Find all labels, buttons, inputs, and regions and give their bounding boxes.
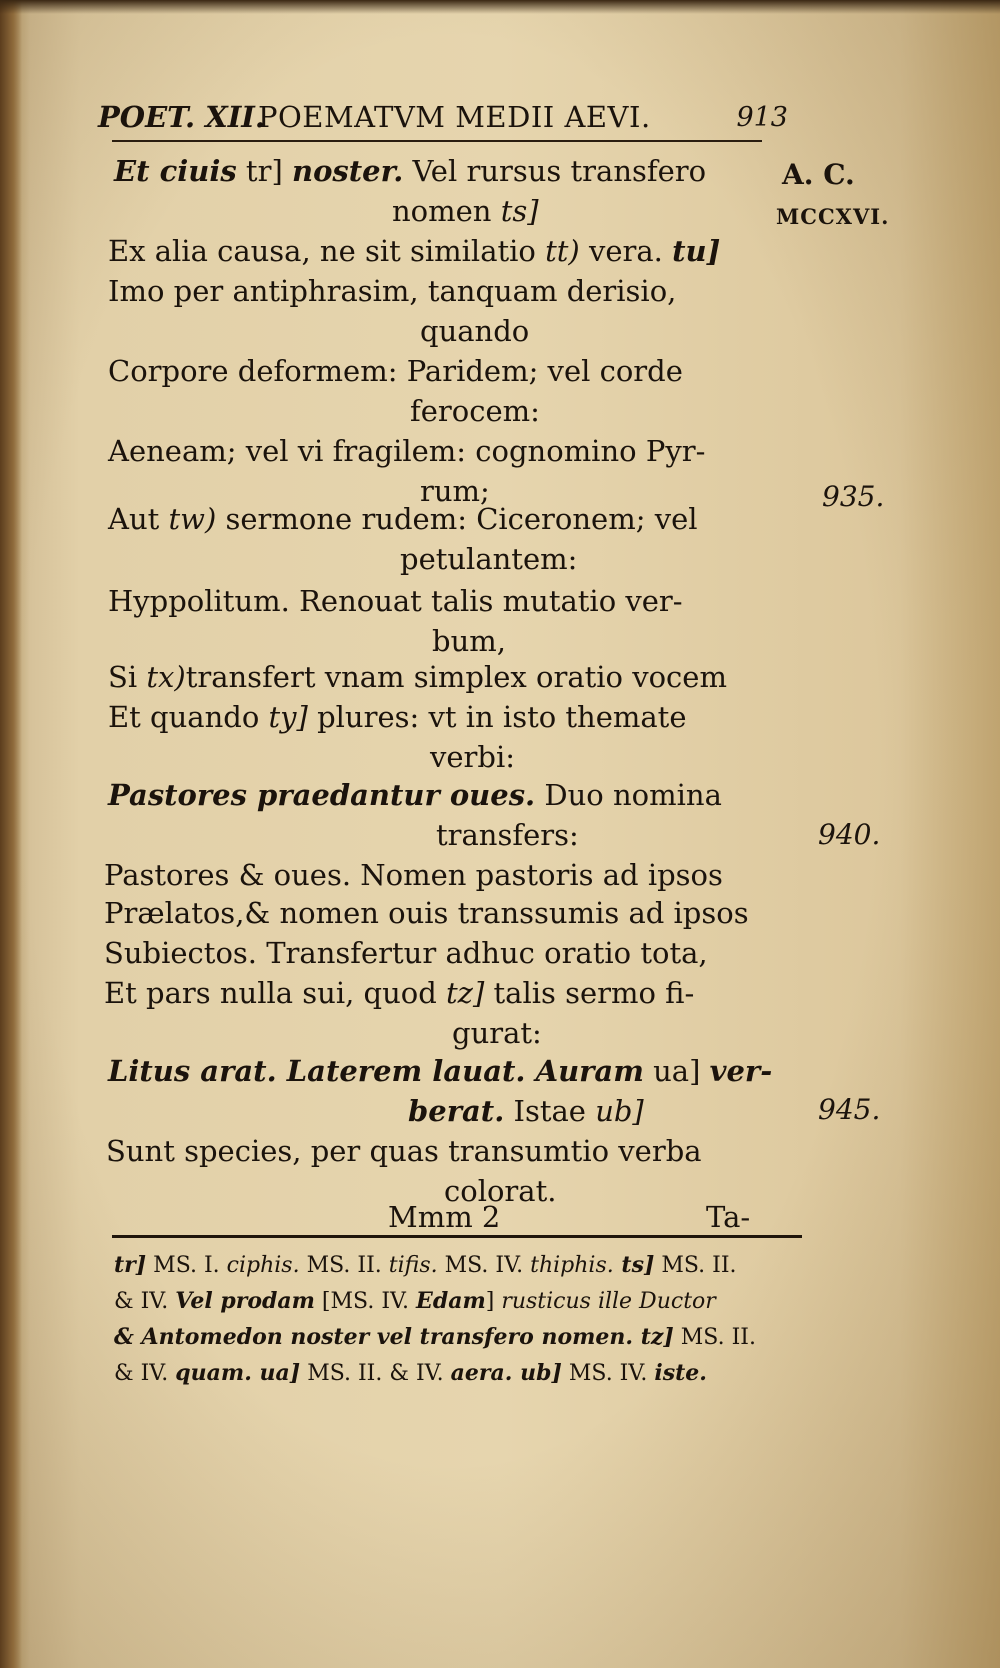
running-header xyxy=(98,100,788,144)
footnote-line: & IV. quam. ua] MS. II. & IV. aera. ub] MS. IV. iste. xyxy=(114,1360,707,1386)
footnote-line: tr] MS. I. ciphis. MS. II. tifis. MS. IV. thiphis. ts] MS. II. xyxy=(114,1252,737,1278)
verse-line: Aut tw) sermone rudem: Ciceronem; vel xyxy=(108,502,698,536)
verse-line: ferocem: xyxy=(410,394,540,428)
page-top-edge xyxy=(0,0,1000,14)
verse-line: petulantem: xyxy=(400,542,578,576)
verse-line: Prælatos,& nomen ouis transsumis ad ipsos xyxy=(104,896,749,930)
header-title: POEMATVM MEDII AEVI. xyxy=(258,100,651,134)
verse-line: Corpore deformem: Paridem; vel corde xyxy=(108,354,683,388)
verse-line: Pastores & oues. Nomen pastoris ad ipsos xyxy=(104,858,723,892)
verse-line: bum, xyxy=(432,624,506,658)
header-section: POET. XII. xyxy=(98,100,265,134)
verse-line: Et ciuis tr] noster. Vel rursus transfero xyxy=(114,154,707,188)
verse-line: verbi: xyxy=(430,740,516,774)
margin-era: A. C. xyxy=(782,158,855,191)
line-number: 940. xyxy=(818,818,881,851)
header-rule xyxy=(112,140,762,142)
line-number: 945. xyxy=(818,1093,881,1126)
verse-line: Pastores praedantur oues. Duo nomina xyxy=(108,778,722,812)
verse-line: quando xyxy=(420,314,530,348)
verse-line: Litus arat. Laterem lauat. Auram ua] ver- xyxy=(108,1054,773,1088)
footnote-rule xyxy=(112,1235,802,1238)
verse-line: nomen ts] xyxy=(392,194,539,228)
verse-line: berat. Istae ub] xyxy=(408,1094,644,1128)
verse-line: Si tx)transfert vnam simplex oratio vocem xyxy=(108,660,727,694)
verse-line: transfers: xyxy=(436,818,579,852)
verse-line: Subiectos. Transfertur adhuc oratio tota, xyxy=(104,936,708,970)
verse-line: Ex alia causa, ne sit similatio tt) vera. tu] xyxy=(108,234,721,268)
margin-year: MCCXVI. xyxy=(776,204,890,229)
book-spine-shadow xyxy=(0,0,22,1668)
verse-line: gurat: xyxy=(452,1016,542,1050)
verse-line: Imo per antiphrasim, tanquam derisio, xyxy=(108,274,677,308)
line-number: 935. xyxy=(822,480,885,513)
footnote-line: & Antomedon noster vel transfero nomen. tz] MS. II. xyxy=(114,1324,756,1350)
verse-line: Et quando ty] plures: vt in isto themate xyxy=(108,700,687,734)
verse-line: Sunt species, per quas transumtio verba xyxy=(106,1134,702,1168)
verse-line: colorat. xyxy=(444,1174,557,1208)
verse-line: Hyppolitum. Renouat talis mutatio ver- xyxy=(108,584,683,618)
catchword: Ta- xyxy=(706,1200,751,1234)
signature-mark: Mmm 2 xyxy=(388,1200,501,1234)
footnote-line: & IV. Vel prodam [MS. IV. Edam] rusticus ille Ductor xyxy=(114,1288,716,1314)
page-number: 913 xyxy=(736,102,788,133)
verse-line: Aeneam; vel vi fragilem: cognomino Pyr- xyxy=(108,434,706,468)
verse-line: rum; xyxy=(420,474,490,508)
verse-line: Et pars nulla sui, quod tz] talis sermo fi- xyxy=(104,976,695,1010)
